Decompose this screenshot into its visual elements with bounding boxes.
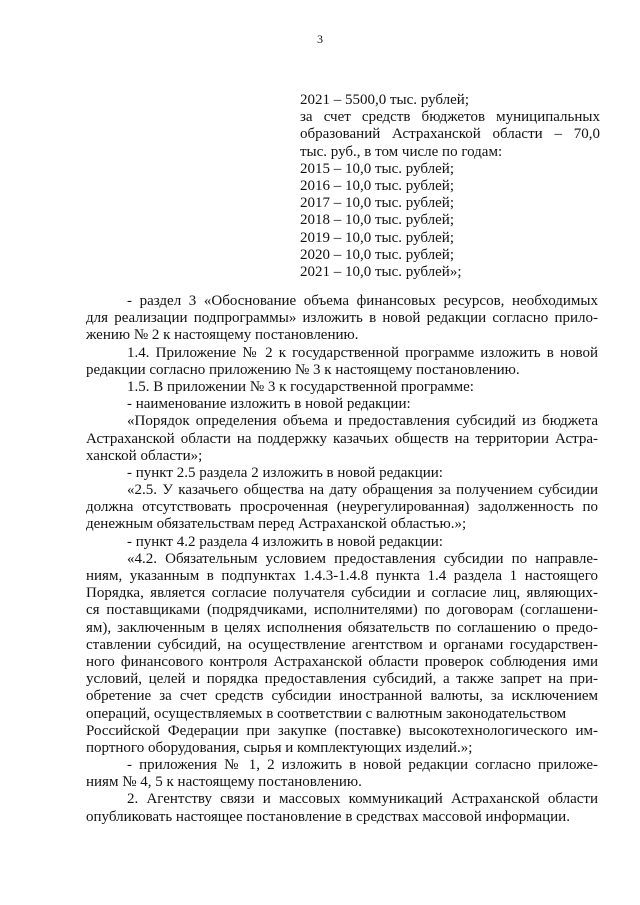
body-line: условий, целей и порядка предоставления субсидий, а также запрет на при- [86, 671, 598, 688]
body-line: операций, осуществляемых в соответствии с валютным законодательством [86, 705, 567, 722]
body-line: денежным обязательствам перед Астраханской областью.»; [86, 516, 467, 533]
block-line: 2020 – 10,0 тыс. рублей; [300, 246, 454, 263]
block-line: образований Астраханской области – 70,0 [300, 126, 600, 143]
body-line: ставлении субсидий, на осуществление агентством и органами государствен- [86, 636, 598, 653]
body-line: ся поставщиками (подрядчиками, исполнителями) по договорам (соглашени- [86, 602, 598, 619]
block-line: 2018 – 10,0 тыс. рублей; [300, 212, 454, 229]
body-line: Российской Федерации при закупке (поставке) высокотехнологического им- [86, 722, 598, 739]
body-line: Астраханской области на поддержку казачьих обществ на территории Астра- [86, 430, 598, 447]
body-text [0, 293, 640, 826]
block-line: 2017 – 10,0 тыс. рублей; [300, 195, 454, 212]
body-line: жению № 2 к настоящему постановлению. [86, 327, 359, 344]
body-line: - приложения № 1, 2 изложить в новой редакции согласно приложе- [127, 757, 598, 774]
block-line: за счет средств бюджетов муниципальных [300, 109, 600, 126]
body-line: 1.4. Приложение № 2 к государственной программе изложить в новой [127, 344, 598, 361]
block-line: 2021 – 5500,0 тыс. рублей; [300, 92, 469, 108]
body-line: - пункт 4.2 раздела 4 изложить в новой редакции: [127, 533, 443, 550]
body-line: должна отсутствовать просроченная (неурегулированная) задолженность по [86, 499, 598, 516]
block-line: 2021 – 10,0 тыс. рублей»; [300, 263, 462, 280]
block-line: тыс. руб., в том числе по годам: [300, 143, 503, 160]
body-line: редакции согласно приложению № 3 к настоящему постановлению. [86, 361, 520, 378]
block-line: 2015 – 10,0 тыс. рублей; [300, 160, 454, 177]
body-line: ханской области»; [86, 447, 203, 464]
body-line: - наименование изложить в новой редакции: [127, 396, 411, 413]
body-line: ям), заключенным в целях исполнения обязательств по соглашению о предо- [86, 619, 598, 636]
body-line: 2. Агентству связи и массовых коммуникаций Астраханской области [127, 791, 598, 808]
body-line: для реализации подпрограммы» изложить в новой редакции согласно прило- [86, 310, 598, 327]
body-line: портного оборудования, сырья и комплектующих изделий.»; [86, 739, 473, 756]
body-line: опубликовать настоящее постановление в средствах массовой информации. [86, 808, 570, 825]
body-line: «4.2. Обязательным условием предоставления субсидии по направле- [127, 550, 598, 567]
body-line: «2.5. У казачьего общества на дату обращения за получением субсидии [127, 482, 598, 499]
page-number: 3 [317, 32, 323, 46]
body-line: «Порядок определения объема и предоставления субсидий из бюджета [127, 413, 598, 430]
body-line: - пункт 2.5 раздела 2 изложить в новой редакции: [127, 464, 443, 481]
body-line: ниям № 4, 5 к настоящему постановлению. [86, 774, 362, 791]
block-line: 2016 – 10,0 тыс. рублей; [300, 177, 454, 194]
body-line: ниям, указанным в подпунктах 1.4.3-1.4.8 пункта 1.4 раздела 1 настоящего [86, 568, 598, 584]
funding-by-year-block [300, 92, 600, 281]
body-line: ного финансового контроля Астраханской области проверок соблюдения ими [86, 653, 598, 670]
body-line: Порядка, является согласие получателя субсидии и согласие лиц, являющих- [86, 585, 598, 602]
body-line: 1.5. В приложении № 3 к государственной программе: [127, 378, 474, 395]
body-line: - раздел 3 «Обоснование объема финансовых ресурсов, необходимых [127, 293, 598, 309]
block-line: 2019 – 10,0 тыс. рублей; [300, 229, 454, 246]
body-line: обретение за счет средств субсидии иностранной валюты, за исключением [86, 688, 598, 705]
